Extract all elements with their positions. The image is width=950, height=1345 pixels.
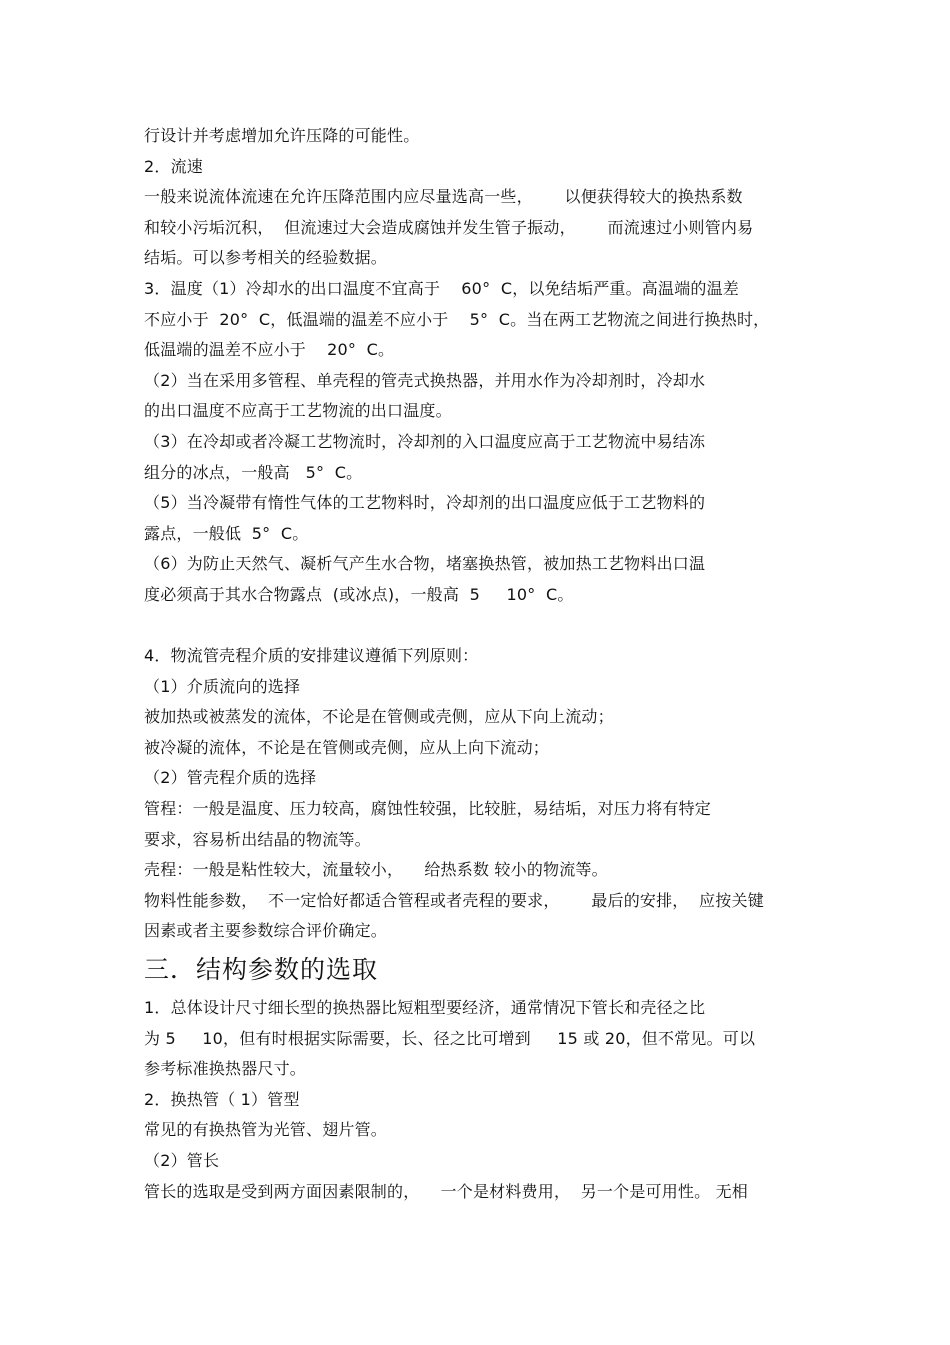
text-line: 和较小污垢沉积， 但流速过大会造成腐蚀并发生管子振动， 而流速过小则管内易	[144, 217, 754, 237]
text-line: 2．换热管（ 1）管型	[144, 1089, 300, 1109]
text-line: （2）当在采用多管程、单壳程的管壳式换热器，并用水作为冷却剂时，冷却水	[144, 370, 706, 390]
text-line: 行设计并考虑增加允许压降的可能性。	[144, 126, 420, 145]
text-line: 管程：一般是温度、压力较高，腐蚀性较强，比较脏，易结垢，对压力将有特定	[144, 799, 712, 819]
text-line: 结垢。可以参考相关的经验数据。	[144, 248, 388, 268]
text-line: （2）管长	[144, 1151, 220, 1170]
text-line: （5）当冷凝带有惰性气体的工艺物料时，冷却剂的出口温度应低于工艺物料的	[144, 493, 706, 513]
text-line: 的出口温度不应高于工艺物流的出口温度。	[144, 401, 452, 421]
text-line: 4．物流管壳程介质的安排建议遵循下列原则：	[144, 646, 479, 666]
document-body	[144, 121, 814, 1207]
text-line: 管长的选取是受到两方面因素限制的， 一个是材料费用， 另一个是可用性。 无相	[144, 1181, 749, 1201]
text-line: 被加热或被蒸发的流体，不论是在管侧或壳侧，应从下向上流动；	[144, 707, 614, 727]
text-line: 壳程：一般是粘性较大，流量较小， 给热系数 较小的物流等。	[144, 860, 608, 880]
text-line: 因素或者主要参数综合评价确定。	[144, 921, 388, 941]
section-structural-parameters	[144, 993, 814, 1207]
section-media-arrangement	[144, 641, 814, 947]
text-line: 露点，一般低 5° C。	[144, 523, 309, 543]
text-line: （2）管壳程介质的选择	[144, 768, 317, 788]
text-line: 被冷凝的流体，不论是在管侧或壳侧，应从上向下流动；	[144, 737, 550, 757]
text-line: 不应小于 20° C，低温端的温差不应小于 5° C。当在两工艺物流之间进行换热时，	[144, 309, 770, 329]
text-line: （3）在冷却或者冷凝工艺物流时，冷却剂的入口温度应高于工艺物流中易结冻	[144, 431, 706, 451]
text-line: 1．总体设计尺寸细长型的换热器比短粗型要经济，通常情况下管长和壳径之比	[144, 998, 706, 1018]
text-line: 常见的有换热管为光管、翅片管。	[144, 1120, 388, 1140]
text-line: 一般来说流体流速在允许压降范围内应尽量选高一些， 以便获得较大的换热系数	[144, 187, 743, 207]
text-line: 物料性能参数， 不一定恰好都适合管程或者壳程的要求， 最后的安排， 应按关键	[144, 890, 764, 910]
text-line: 低温端的温差不应小于 20° C。	[144, 340, 395, 360]
text-line: 参考标准换热器尺寸。	[144, 1059, 307, 1079]
text-line: （1）介质流向的选择	[144, 676, 301, 696]
section-heading: 三．结构参数的选取	[144, 955, 379, 985]
text-line: （6）为防止天然气、凝析气产生水合物，堵塞换热管，被加热工艺物料出口温	[144, 554, 706, 574]
text-line: 度必须高于其水合物露点 (或冰点)，一般高 5 10° C。	[144, 584, 574, 604]
text-line: 2．流速	[144, 156, 203, 176]
text-line: 3．温度（1）冷却水的出口温度不宜高于 60° C，以免结垢严重。高温端的温差	[144, 278, 740, 298]
section-temperature-and-velocity	[144, 121, 814, 611]
text-line: 为 5 10，但有时根据实际需要，长、径之比可增到 15 或 20，但不常见。可以	[144, 1028, 756, 1048]
text-line: 组分的冰点，一般高 5° C。	[144, 462, 363, 482]
text-line: 要求，容易析出结晶的物流等。	[144, 829, 371, 849]
paragraph-gap	[144, 611, 814, 642]
